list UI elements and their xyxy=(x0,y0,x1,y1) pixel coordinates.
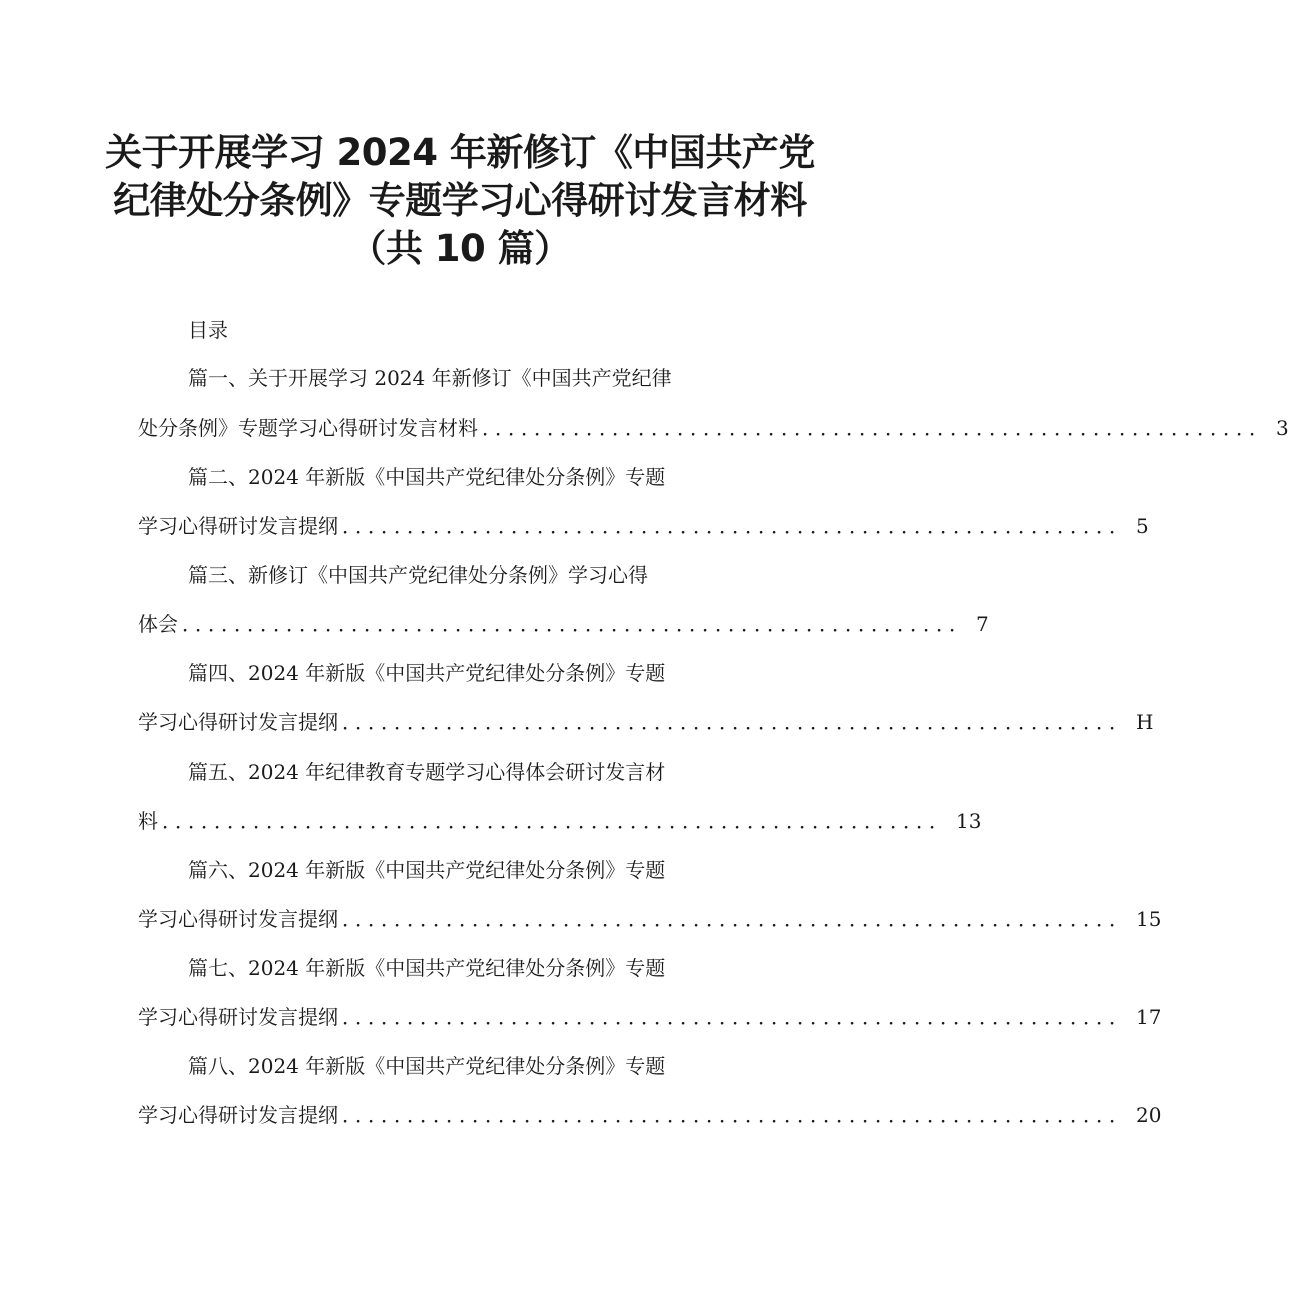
toc-entry-1-continuation[interactable] xyxy=(138,412,1289,444)
toc-entry-8-continuation[interactable] xyxy=(138,1099,1162,1131)
toc-entry-5-page: 13 xyxy=(956,809,982,833)
toc-entry-8-title[interactable]: 篇八、2024 年新版《中国共产党纪律处分条例》专题 xyxy=(188,1054,666,1078)
toc-entry-4-title[interactable]: 篇四、2024 年新版《中国共产党纪律处分条例》专题 xyxy=(188,661,666,685)
toc-leader-dots: ．．．．．．．．．．．．．．．．．．．．．．．．．．．．．．．．．．．．．．．．．．．．．．．．．．．．．．．．．．．． xyxy=(162,809,952,833)
toc-entry-7-page: 17 xyxy=(1136,1005,1162,1029)
toc-entry-7-text: 学习心得研讨发言提纲 xyxy=(138,1005,338,1029)
toc-entry-2-text: 学习心得研讨发言提纲 xyxy=(138,514,338,538)
toc-entry-1-text: 处分条例》专题学习心得研讨发言材料 xyxy=(138,416,478,440)
toc-leader-dots: ．．．．．．．．．．．．．．．．．．．．．．．．．．．．．．．．．．．．．．．．．．．．．．．．．．．．．．．．．．．． xyxy=(182,612,972,636)
toc-entry-3-title[interactable]: 篇三、新修订《中国共产党纪律处分条例》学习心得 xyxy=(188,563,648,587)
toc-entry-8-text: 学习心得研讨发言提纲 xyxy=(138,1103,338,1127)
toc-entry-7-title[interactable]: 篇七、2024 年新版《中国共产党纪律处分条例》专题 xyxy=(188,956,666,980)
toc-entry-7-continuation[interactable] xyxy=(138,1001,1162,1033)
toc-entry-5-continuation[interactable] xyxy=(138,805,982,837)
toc-entry-3-continuation[interactable] xyxy=(138,608,989,640)
document-title-line-1: 关于开展学习 2024 年新修订《中国共产党 xyxy=(105,131,815,174)
toc-heading: 目录 xyxy=(188,318,228,342)
toc-entry-5-text: 料 xyxy=(138,809,158,833)
toc-entry-3-page: 7 xyxy=(976,612,989,636)
toc-entry-2-continuation[interactable] xyxy=(138,510,1149,542)
toc-entry-6-text: 学习心得研讨发言提纲 xyxy=(138,907,338,931)
toc-entry-6-continuation[interactable] xyxy=(138,903,1162,935)
toc-entry-4-continuation[interactable] xyxy=(138,706,1154,738)
toc-leader-dots: ．．．．．．．．．．．．．．．．．．．．．．．．．．．．．．．．．．．．．．．．．．．．．．．．．．．．．．．．．．．． xyxy=(342,907,1132,931)
toc-entry-6-title[interactable]: 篇六、2024 年新版《中国共产党纪律处分条例》专题 xyxy=(188,858,666,882)
toc-leader-dots: ．．．．．．．．．．．．．．．．．．．．．．．．．．．．．．．．．．．．．．．．．．．．．．．．．．．．．．．．．．．． xyxy=(342,1005,1132,1029)
document-title-line-3: （共 10 篇） xyxy=(349,227,571,270)
toc-entry-6-page: 15 xyxy=(1136,907,1162,931)
toc-entry-4-page: H xyxy=(1136,710,1154,734)
toc-leader-dots: ．．．．．．．．．．．．．．．．．．．．．．．．．．．．．．．．．．．．．．．．．．．．．．．．．．．．．．．．．．．． xyxy=(342,514,1132,538)
toc-entry-2-page: 5 xyxy=(1136,514,1149,538)
toc-leader-dots: ．．．．．．．．．．．．．．．．．．．．．．．．．．．．．．．．．．．．．．．．．．．．．．．．．．．．．．．．．．．． xyxy=(342,710,1132,734)
toc-entry-8-page: 20 xyxy=(1136,1103,1162,1127)
toc-entry-3-text: 体会 xyxy=(138,612,178,636)
toc-leader-dots: ．．．．．．．．．．．．．．．．．．．．．．．．．．．．．．．．．．．．．．．．．．．．．．．．．．．．．．．．．．．． xyxy=(342,1103,1132,1127)
document-title-line-2: 纪律处分条例》专题学习心得研讨发言材料 xyxy=(113,179,807,222)
toc-entry-1-title[interactable]: 篇一、关于开展学习 2024 年新修订《中国共产党纪律 xyxy=(188,366,672,390)
toc-entry-4-text: 学习心得研讨发言提纲 xyxy=(138,710,338,734)
toc-leader-dots: ．．．．．．．．．．．．．．．．．．．．．．．．．．．．．．．．．．．．．．．．．．．．．．．．．．．．．．．．．．．． xyxy=(482,416,1272,440)
toc-entry-5-title[interactable]: 篇五、2024 年纪律教育专题学习心得体会研讨发言材 xyxy=(188,760,666,784)
toc-entry-1-page: 3 xyxy=(1276,416,1289,440)
toc-entry-2-title[interactable]: 篇二、2024 年新版《中国共产党纪律处分条例》专题 xyxy=(188,465,666,489)
